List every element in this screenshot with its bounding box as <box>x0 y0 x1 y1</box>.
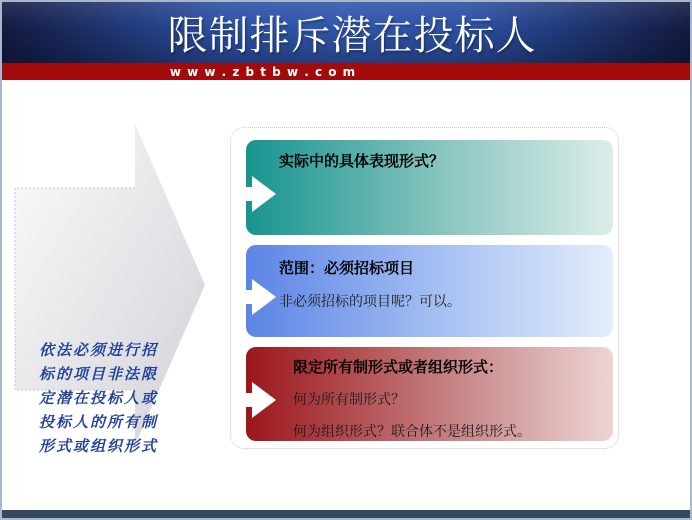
box-body-line: 何为所有制形式？ <box>293 392 405 408</box>
content-panel <box>230 127 619 449</box>
callout-line: 形式或组织形式 <box>39 437 159 455</box>
callout-line: 依法必须进行招 <box>39 341 159 359</box>
box-title: 实际中的具体表现形式？ <box>279 152 445 170</box>
callout-arrow <box>12 112 222 457</box>
teal-info-box <box>246 140 613 235</box>
header-banner <box>2 2 690 63</box>
box-title: 限定所有制形式或者组织形式： <box>293 358 504 376</box>
callout-line: 定潜在投标人或 <box>39 389 159 407</box>
red-info-box <box>246 347 613 441</box>
callout-line: 投标人的所有制 <box>39 413 159 431</box>
white-arrow-icon <box>236 279 276 315</box>
box-body-line: 非必须招标的项目呢？可以。 <box>279 294 461 310</box>
footer-bar <box>2 510 690 518</box>
website-banner <box>2 63 690 80</box>
callout-line: 标的项目非法限 <box>39 365 159 383</box>
callout-text <box>39 338 158 458</box>
website-url: w w w . z b t b w . c o m <box>169 64 357 79</box>
box-body-line: 何为组织形式？联合体不是组织形式。 <box>293 424 531 440</box>
box-title: 范围：必须招标项目 <box>279 259 415 277</box>
white-arrow-icon <box>236 382 276 418</box>
page-title: 限制排斥潜在投标人 <box>167 13 537 59</box>
white-arrow-icon <box>236 176 276 212</box>
blue-info-box <box>246 245 613 337</box>
